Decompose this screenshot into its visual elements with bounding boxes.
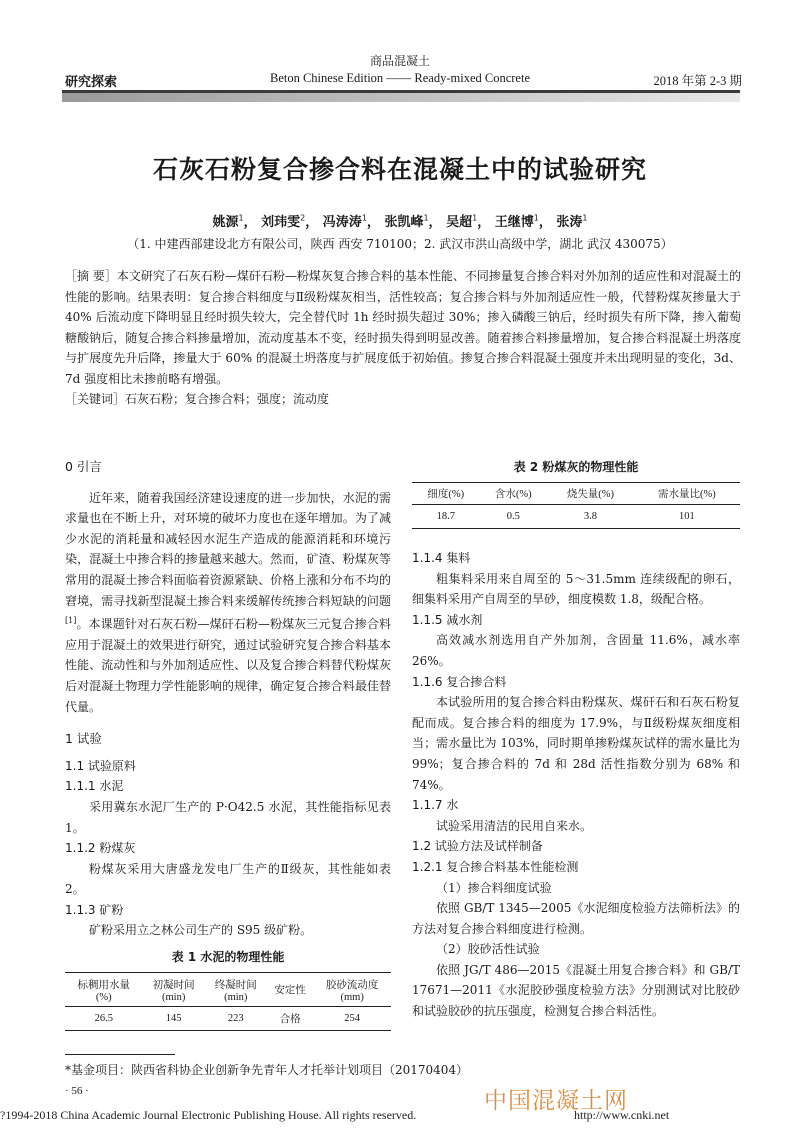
cnki-link[interactable]: http://www.cnki.net <box>574 1108 670 1122</box>
table-header-cell: 需水量比(%) <box>658 489 716 500</box>
page-number: · 56 · <box>65 1085 89 1097</box>
table-header-cell: 胶砂流动度 (mm) <box>325 979 379 1003</box>
author: 冯涛涛$^1$ <box>322 213 367 230</box>
table-header-cell: 标稠用水量 (%) <box>77 979 131 1003</box>
paragraph: 依照 GB/T 1345—2005《水泥细度检验方法筛析法》的方法对复合掺合料细度进行检测。 <box>412 901 740 936</box>
paragraph: 粉煤灰采用大唐盛龙发电厂生产的Ⅱ级灰，其性能如表 2。 <box>65 861 391 897</box>
author: 吴超$^1$ <box>446 213 478 230</box>
paragraph: 近年来，随着我国经济建设速度的进一步加快，水泥的需求量也在不断上升，对环境的破坏力度也在逐年增加。为了减少水泥的消耗量和减轻因水泥生产造成的能源消耗和环境污染，混凝土中掺合料的掺量越来越大。然而，矿渣、粉煤灰等常用的混凝土掺合料面临着资源紧缺、价格上涨和分布不均的窘境，需寻找新型混凝土掺合料来缓解传统掺合料短缺的问题[1]。本课题针对石灰石粉—煤矸石粉—粉煤灰三元复合掺合料应用于混凝土的效果进行研究，通过试验研究复合掺合料基本性能、流动性和与外加剂适应性、以及复合掺合料替代粉煤灰后对混凝土物理力学性能影响的规律，确定复合掺合料最佳替代量。 <box>65 490 391 714</box>
author: 张涛$^1$ <box>556 213 588 230</box>
section-heading: 1 试验 <box>65 731 102 747</box>
paragraph: 试验采用清洁的民用自来水。 <box>436 818 593 833</box>
subsection-heading: 1.1.6 复合掺合料 <box>412 674 507 689</box>
right-column <box>412 548 740 1022</box>
list-item: （2）胶砂活性试验 <box>436 942 540 957</box>
paragraph: 依照 JG/T 486—2015《混凝土用复合掺合料》和 GB/T 17671—2011《水泥胶砂强度检验方法》分别测试对比胶砂和试验胶砂的抗压强度，检测复合掺合料活性。 <box>412 962 740 1019</box>
table-header-cell: 终凝时间 (min) <box>214 979 257 1003</box>
author: 姚源$^1$ <box>212 213 244 230</box>
abstract-text: 本文研究了石灰石粉—煤矸石粉—粉煤灰复合掺合料的基本性能、不同掺量复合掺合料对外加剂的适应性和对混凝土的性能的影响。结果表明：复合掺合料细度与Ⅱ级粉煤灰相当，活性较高；复合掺合料与外加剂适应性一般，代替粉煤灰掺量大于 40% 后流动度下降明显且经时损失较大，完全替代时 1h 经时损失超过 30%；掺入磷酸三钠后，经时损失有所下降，掺入葡萄糖酸钠后，随复合掺合料掺量增加，流动度基本不变，经时损失得到明显改善。随着掺合料掺量增加，复合掺合料混凝土坍落度与扩展度先升后降，掺量大于 60% 的混凝土坍落度与扩展度低于初始值。掺复合掺合料混凝土强度并未出现明显的变化，3d、7d 强度相比未掺前略有增强。 <box>65 269 741 386</box>
author: 王继博$^1$ <box>494 213 539 230</box>
subsection-heading: 1.2 试验方法及试样制备 <box>412 839 543 854</box>
paragraph: 高效减水剂选用自产外加剂，含固量 11.6%，减水率 26%。 <box>412 633 740 668</box>
keywords <box>65 389 741 409</box>
left-column <box>65 457 391 941</box>
copyright-line: ?1994-2018 China Academic Journal Electronic Publishing House. All rights reserved. <box>0 1108 417 1122</box>
section-heading: 0 引言 <box>65 459 102 474</box>
table-cell: 26.5 <box>94 1013 113 1024</box>
issue-number: 2018 年第 2-3 期 <box>653 74 742 88</box>
table-cell: 3.8 <box>583 511 597 522</box>
table-cell: 18.7 <box>436 511 455 522</box>
funding-note: *基金项目：陕西省科协企业创新争先青年人才托举计划项目（20170404） <box>65 1063 469 1077</box>
paper-title: 石灰石粉复合掺合料在混凝土中的试验研究 <box>152 155 647 184</box>
author: 刘玮雯$^2$ <box>261 213 306 230</box>
paragraph: 采用冀东水泥厂生产的 P·O42.5 水泥，其性能指标见表 1。 <box>65 799 391 835</box>
footnote-rule <box>65 1054 175 1055</box>
table-header-cell: 含水(%) <box>494 489 532 500</box>
subsection-heading: 1.1.2 粉煤灰 <box>65 841 136 856</box>
paragraph: 矿粉采用立之林公司生产的 S95 级矿粉。 <box>89 923 313 938</box>
author-list: 姚源$^1$， 刘玮雯$^2$， 冯涛涛$^1$， 张凯峰$^1$， 吴超$^1$， 王继博$^1$， 张涛$^1$ <box>212 213 588 230</box>
keywords-text: 石灰石粉；复合掺合料；强度；流动度 <box>125 392 330 406</box>
table-header-cell: 安定性 <box>274 985 306 996</box>
table-header-cell: 烧失量(%) <box>566 489 615 500</box>
table-1-caption: 表 1 水泥的物理性能 <box>171 950 285 964</box>
citation: [1] <box>65 616 77 626</box>
table-header-cell: 细度(%) <box>427 489 465 500</box>
table-cell: 223 <box>227 1013 244 1024</box>
journal-name: 商品混凝土 <box>369 54 430 68</box>
header-bar <box>62 90 740 102</box>
paragraph: 本试验所用的复合掺合料由粉煤灰、煤矸石和石灰石粉复配而成。复合掺合料的细度为 17.9%，与Ⅱ级粉煤灰细度相当；需水量比为 103%，同时期单掺粉煤灰试样的需水量比为 99%；复合掺合料的 7d 和 28d 活性指数分别为 68% 和 74%。 <box>412 695 740 792</box>
journal-edition: Beton Chinese Edition —— Ready-mixed Concrete <box>269 71 531 85</box>
table-header-cell: 初凝时间 (min) <box>152 979 195 1003</box>
table-cell: 254 <box>344 1013 361 1024</box>
subsection-heading: 1.1.4 集料 <box>412 551 471 565</box>
column-name: 研究探索 <box>65 75 118 90</box>
abstract <box>65 266 741 389</box>
abstract-label: ［摘 要］ <box>65 269 117 283</box>
subsection-heading: 1.1.5 减水剂 <box>412 612 483 627</box>
subsection-heading: 1.2.1 复合掺合料基本性能检测 <box>412 859 579 874</box>
table-1 <box>65 972 391 1031</box>
table-cell: 0.5 <box>506 511 520 522</box>
affiliation: （1. 中建西部建设北方有限公司，陕西 西安 710100；2. 武汉市洪山高级中学，湖北 武汉 430075） <box>127 237 673 251</box>
subsection-heading: 1.1.3 矿粉 <box>65 902 124 917</box>
table-cell: 101 <box>679 511 695 522</box>
table-cell: 145 <box>165 1013 182 1024</box>
keywords-label: ［关键词］ <box>65 392 126 406</box>
subsection-heading: 1.1.1 水泥 <box>65 779 124 794</box>
subsection-heading: 1.1 试验原料 <box>65 758 136 773</box>
table-2-caption: 表 2 粉煤灰的物理性能 <box>513 460 639 474</box>
table-cell: 合格 <box>279 1014 301 1025</box>
table-2 <box>412 482 740 529</box>
site-watermark: 中国混凝土网 <box>484 1088 628 1114</box>
author: 张凯峰$^1$ <box>384 213 429 230</box>
list-item: （1）掺合料细度试验 <box>436 880 552 895</box>
subsection-heading: 1.1.7 水 <box>412 798 459 813</box>
paragraph: 粗集料采用来自周至的 5～31.5mm 连续级配的卵石，细集料采用产自周至的旱砂，细度模数 1.8，级配合格。 <box>412 571 740 607</box>
